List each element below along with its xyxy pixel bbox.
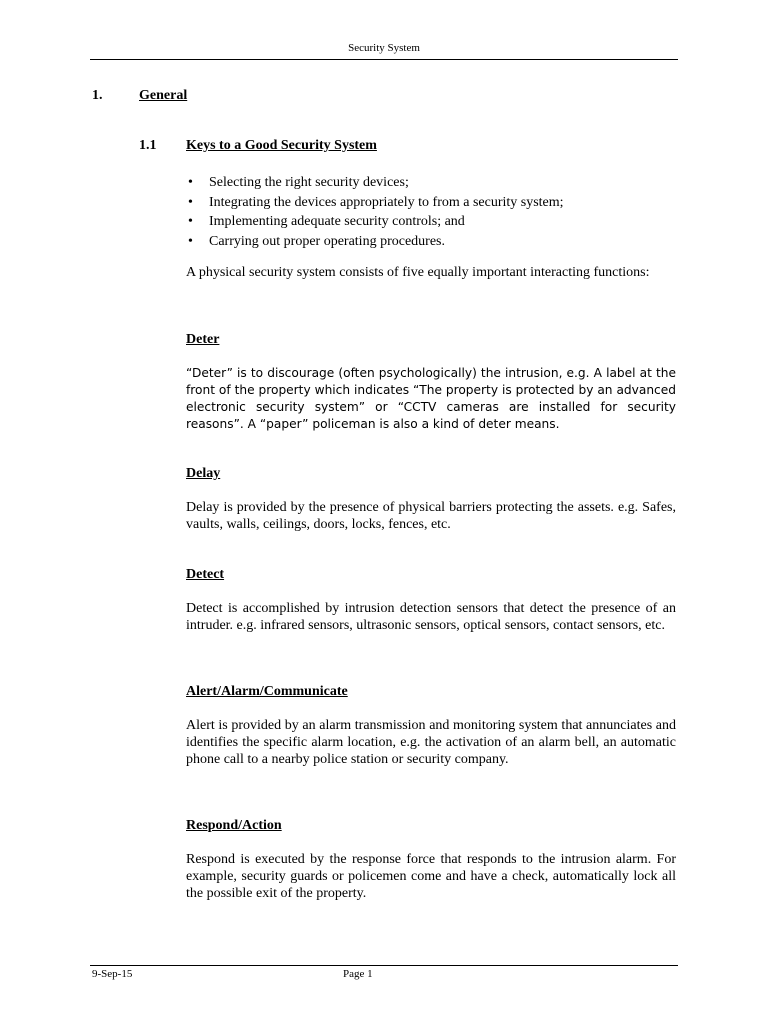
intro-paragraph: A physical security system consists of five equally important interacting functions: (186, 265, 650, 280)
list-item-text: Carrying out proper operating procedures. (209, 233, 445, 249)
list-item-text: Implementing adequate security controls; and (209, 214, 465, 229)
alert-heading: Alert/Alarm/Communicate (186, 684, 348, 699)
list-item-text: Selecting the right security devices; (209, 175, 409, 190)
respond-paragraph: Respond is executed by the response force that responds to the intrusion alarm. For example, security guards or policemen come and have a check, automatically lock all the possible exit of the property. (186, 852, 676, 901)
list-item (186, 212, 686, 232)
footer-date: 9-Sep-15 (92, 968, 133, 980)
deter-paragraph: “Deter” is to discourage (often psychologically) the intrusion, e.g. A label at the front of the property which indicates “The property is protected by an advanced electronic security system” or “CCTV cameras are installed for security reasons”. A “paper” policeman is also a kind of deter means. (186, 366, 676, 431)
deter-heading: Deter (186, 332, 220, 347)
alert-paragraph: Alert is provided by an alarm transmission and monitoring system that annunciates and identifies the specific alarm location, e.g. the activation of an alarm bell, an automatic phone call to a nearby police station or security company. (186, 718, 676, 767)
respond-heading: Respond/Action (186, 818, 282, 833)
footer-divider (90, 965, 678, 966)
subsection-number: 1.1 (139, 138, 157, 153)
list-item (186, 173, 686, 193)
bullet-icon: • (188, 175, 193, 190)
delay-heading: Delay (186, 466, 221, 481)
section-number: 1. (92, 88, 103, 103)
footer-page-number: Page 1 (343, 968, 373, 980)
list-item (186, 193, 686, 213)
page-header-title: Security System (348, 42, 420, 54)
subsection-title: Keys to a Good Security System (186, 138, 377, 153)
detect-heading: Detect (186, 567, 225, 582)
keys-bullet-list (186, 173, 686, 251)
list-item (186, 232, 686, 252)
list-item-text: Integrating the devices appropriately to from a security system; (209, 194, 564, 210)
detect-paragraph: Detect is accomplished by intrusion detection sensors that detect the presence of an intruder. e.g. infrared sensors, ultrasonic sensors, optical sensors, contact sensors, etc. (186, 601, 676, 633)
bullet-icon: • (188, 194, 193, 210)
section-title: General (139, 88, 188, 103)
header-divider (90, 59, 678, 60)
bullet-icon: • (188, 214, 193, 229)
bullet-icon: • (188, 233, 193, 249)
delay-paragraph: Delay is provided by the presence of physical barriers protecting the assets. e.g. Safes, vaults, walls, ceilings, doors, locks, fences, etc. (186, 500, 676, 532)
